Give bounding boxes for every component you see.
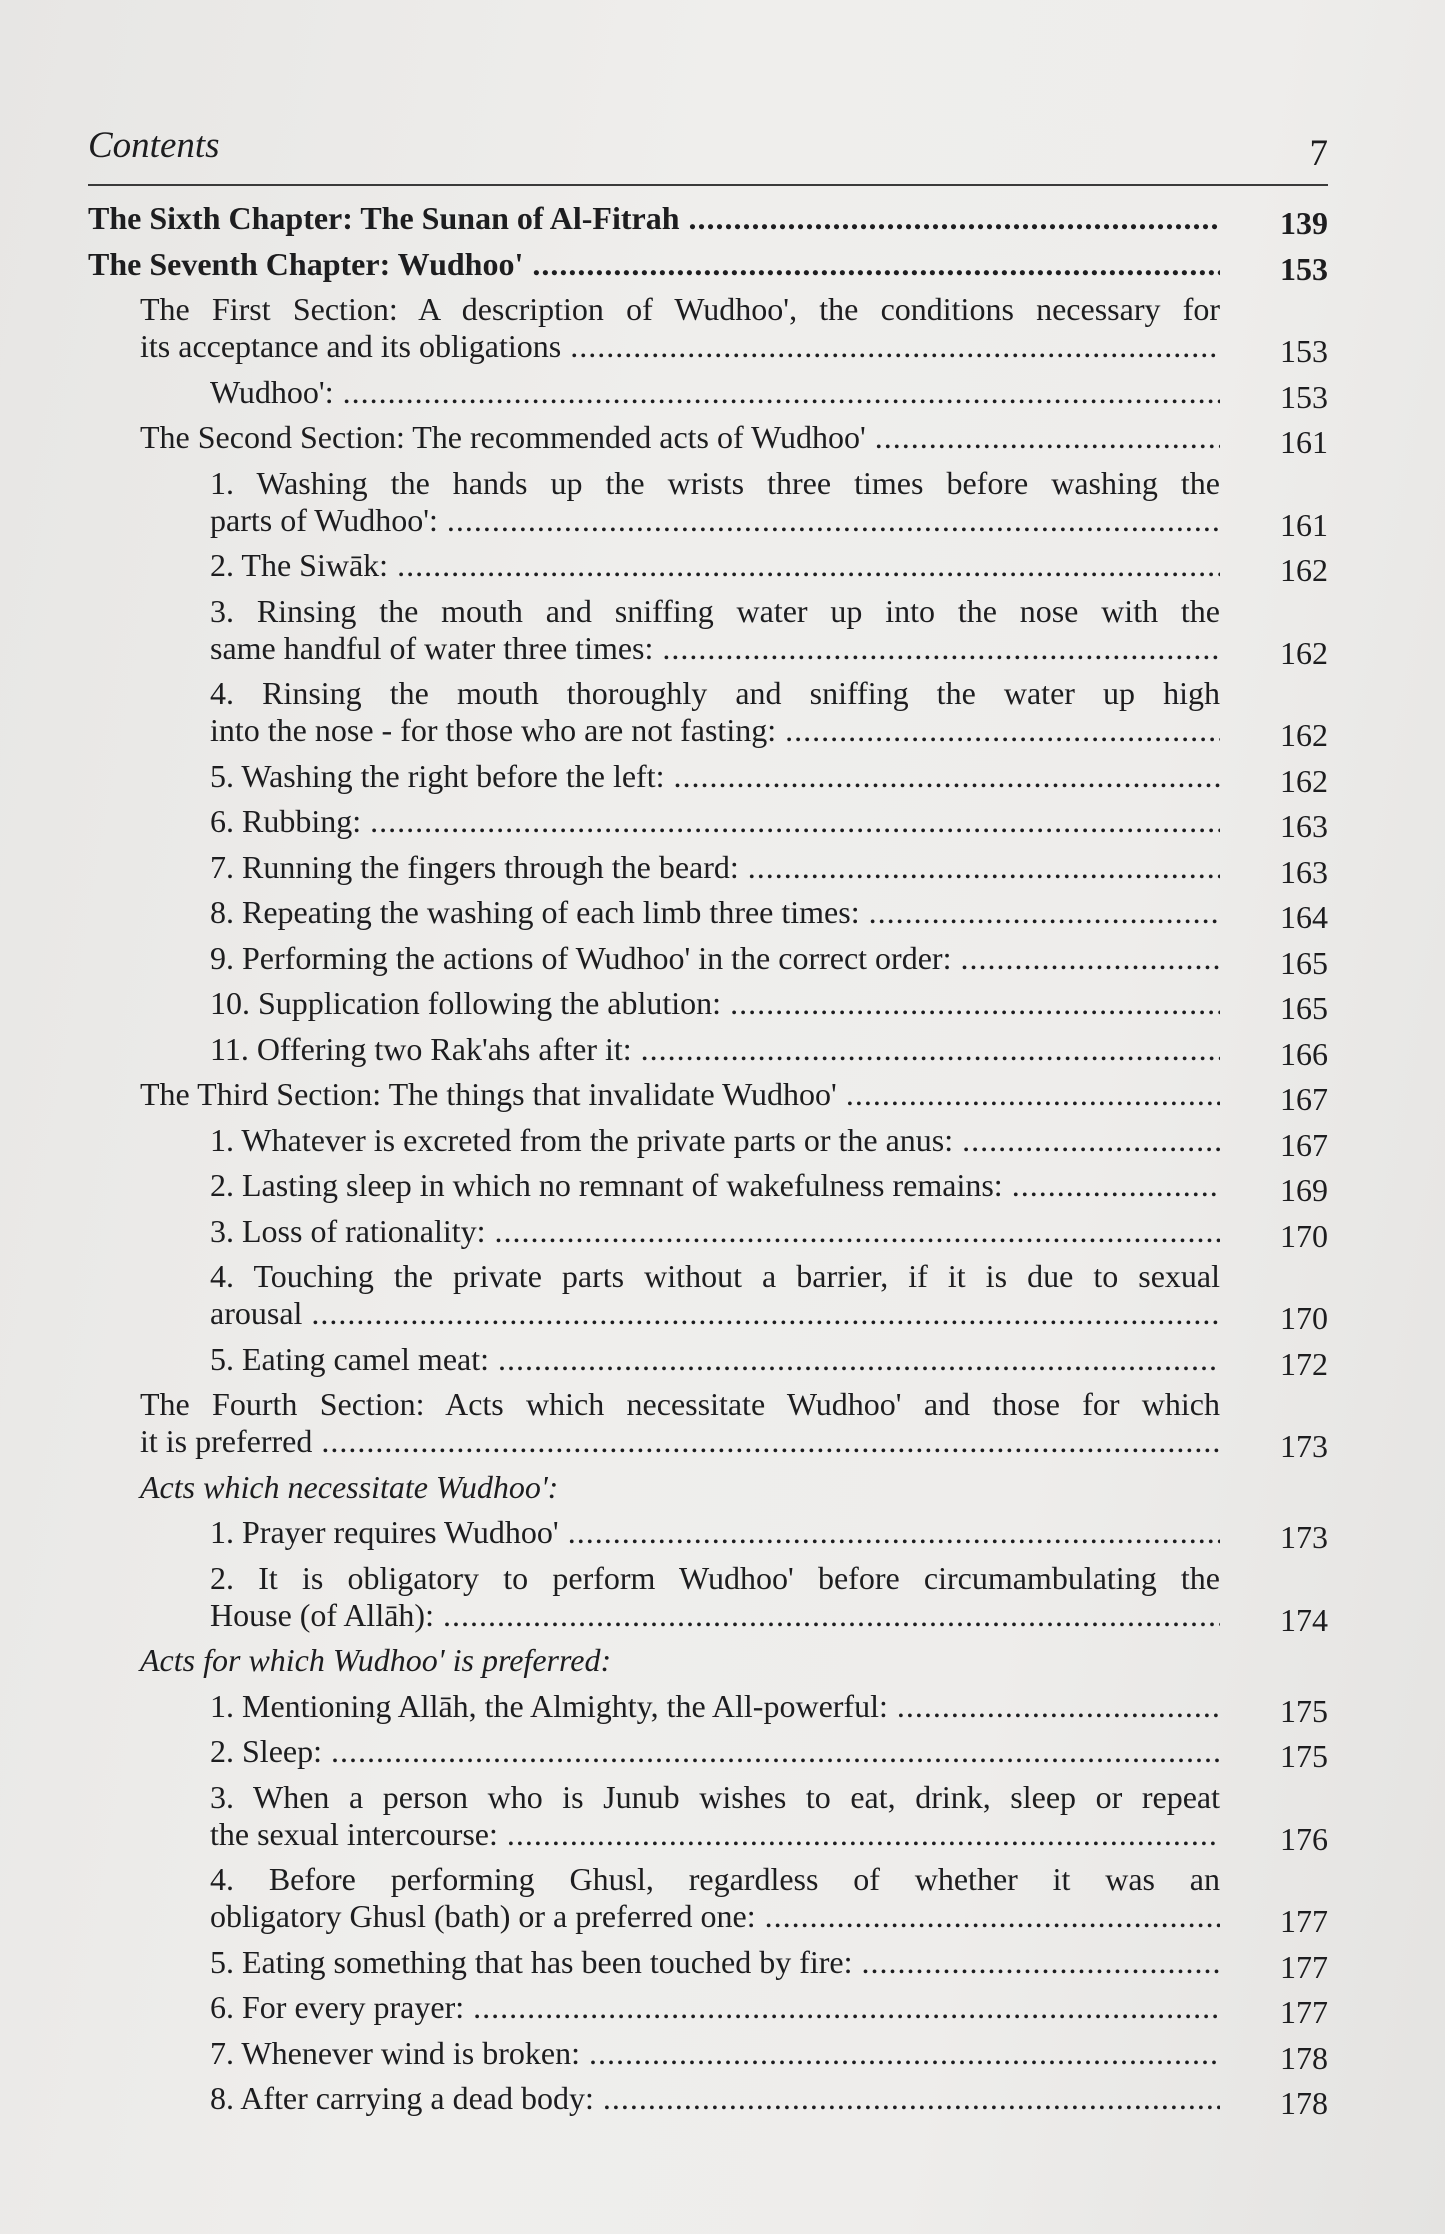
toc-page-number: 177 [1280, 1903, 1328, 1939]
toc-entry [210, 1121, 1328, 1163]
toc-entry-title: 6. For every prayer: ..... [210, 1989, 1220, 2026]
toc-entry [210, 848, 1328, 890]
toc-entry [210, 1687, 1328, 1729]
toc-entry-line: The Fourth Section: Acts which necessitate Wudhoo' and those for which [140, 1386, 1220, 1422]
toc-page-number: 177 [1280, 1948, 1328, 1985]
toc-entry [210, 939, 1328, 981]
toc-page-number: 139 [1280, 205, 1328, 241]
toc-entry-title: 7. Running the fingers through the beard: ..... [210, 849, 1220, 886]
toc-page-number: 166 [1280, 1035, 1328, 1072]
toc-entry [210, 1861, 1328, 1939]
toc-entry [210, 1559, 1328, 1638]
toc-entry [210, 1514, 1328, 1555]
toc-page-number: 165 [1280, 990, 1328, 1026]
toc-entry-title: The Seventh Chapter: Wudhoo' ..... [88, 246, 1220, 283]
toc-entry [210, 894, 1328, 935]
table-of-contents [88, 200, 1328, 2126]
toc-entry-title: 1. Prayer requires Wudhoo' ..... [210, 1514, 1220, 1551]
toc-entry [210, 592, 1328, 671]
toc-page-number: 167 [1280, 1081, 1328, 1117]
toc-entry-title: 10. Supplication following the ablution: ..... [210, 985, 1220, 1022]
toc-page-number: 173 [1280, 1428, 1328, 1464]
toc-entry-title: 5. Washing the right before the left: ..... [210, 758, 1220, 795]
toc-entry [210, 547, 1328, 588]
toc-page-number: 175 [1280, 1738, 1328, 1774]
toc-page-number: 167 [1280, 1126, 1328, 1163]
toc-page-number: 170 [1280, 1217, 1328, 1254]
toc-entry-line: House (of Allāh): ..... [210, 1597, 1220, 1634]
toc-entry-line: arousal ..... [210, 1295, 1220, 1332]
toc-entry-line: 4. Rinsing the mouth thoroughly and sniffing the water up high [210, 675, 1220, 711]
toc-page-number: 153 [1280, 250, 1328, 287]
toc-entry [210, 1212, 1328, 1254]
toc-entry [210, 675, 1328, 753]
toc-entry-line: The First Section: A description of Wudhoo', the conditions necessary for [140, 291, 1220, 327]
toc-entry-title: The Second Section: The recommended acts of Wudhoo' ..... [140, 419, 1220, 456]
toc-page-number: 169 [1280, 1172, 1328, 1208]
toc-page-number: 153 [1280, 333, 1328, 369]
toc-entry-title: The Sixth Chapter: The Sunan of Al-Fitrah ..... [88, 200, 1220, 237]
toc-entry [210, 2080, 1328, 2121]
toc-entry-title: 9. Performing the actions of Wudhoo' in the correct order: ..... [210, 940, 1220, 977]
toc-page-number: 174 [1280, 1601, 1328, 1638]
toc-entry [210, 373, 1328, 415]
header-rule [88, 184, 1328, 186]
toc-entry-line: the sexual intercourse: ..... [210, 1816, 1220, 1853]
toc-page-number: 161 [1280, 424, 1328, 460]
toc-entry-line: same handful of water three times: ..... [210, 630, 1220, 667]
page-number: 7 [1309, 133, 1328, 174]
toc-page-number: 178 [1280, 2039, 1328, 2076]
toc-entry [210, 985, 1328, 1026]
toc-entry [210, 1340, 1328, 1382]
toc-entry-title: 7. Whenever wind is broken: ..... [210, 2035, 1220, 2072]
toc-entry-line: into the nose - for those who are not fasting: ..... [210, 712, 1220, 749]
toc-page-number: 170 [1280, 1300, 1328, 1336]
toc-entry-line: obligatory Ghusl (bath) or a preferred one: ..... [210, 1898, 1220, 1935]
toc-page-number: 153 [1280, 378, 1328, 415]
toc-page-number: 162 [1280, 552, 1328, 588]
toc-entry [210, 1989, 1328, 2030]
toc-entry-title: 1. Whatever is excreted from the private parts or the anus: ..... [210, 1122, 1220, 1159]
toc-entry [210, 1030, 1328, 1072]
toc-entry-title: 2. The Siwāk: ..... [210, 547, 1220, 584]
toc-entry-title: The Third Section: The things that invalidate Wudhoo' ..... [140, 1076, 1220, 1113]
toc-entry-title: 5. Eating something that has been touched by fire: ..... [210, 1944, 1220, 1981]
toc-subheading [140, 1469, 1328, 1506]
toc-subheading-text: Acts which necessitate Wudhoo': [140, 1468, 559, 1505]
toc-entry-line: 2. It is obligatory to perform Wudhoo' before circumambulating the [210, 1559, 1220, 1596]
toc-subheading-text: Acts for which Wudhoo' is preferred: [140, 1642, 612, 1678]
toc-entry-line: 3. When a person who is Junub wishes to eat, drink, sleep or repeat [210, 1778, 1220, 1815]
toc-page-number: 162 [1280, 762, 1328, 799]
running-head: Contents [88, 125, 220, 166]
toc-entry-line: it is preferred ..... [140, 1423, 1220, 1460]
toc-entry-title: 6. Rubbing: ..... [210, 803, 1220, 840]
toc-entry-title: Wudhoo': ..... [210, 374, 1220, 411]
toc-entry-line: 1. Washing the hands up the wrists three times before washing the [210, 464, 1220, 501]
toc-entry [88, 245, 1328, 287]
toc-entry-title: 5. Eating camel meat: ..... [210, 1341, 1220, 1378]
toc-entry [210, 1778, 1328, 1857]
toc-entry [210, 464, 1328, 543]
toc-entry [140, 419, 1328, 460]
toc-page-number: 162 [1280, 717, 1328, 753]
toc-subheading [140, 1642, 1328, 1679]
toc-entry-title: 8. Repeating the washing of each limb three times: ..... [210, 894, 1220, 931]
toc-entry-title: 2. Lasting sleep in which no remnant of wakefulness remains: ..... [210, 1167, 1220, 1204]
toc-page-number: 163 [1280, 808, 1328, 844]
page-header [88, 118, 1328, 178]
toc-page-number: 177 [1280, 1994, 1328, 2030]
toc-entry-line: 4. Touching the private parts without a barrier, if it is due to sexual [210, 1258, 1220, 1294]
toc-entry [140, 1386, 1328, 1464]
toc-entry [140, 1076, 1328, 1117]
toc-entry-title: 1. Mentioning Allāh, the Almighty, the All-powerful: ..... [210, 1688, 1220, 1725]
toc-page-number: 163 [1280, 853, 1328, 890]
toc-entry-title: 8. After carrying a dead body: ..... [210, 2080, 1220, 2117]
toc-entry [88, 200, 1328, 241]
toc-entry-line: parts of Wudhoo': ..... [210, 502, 1220, 539]
toc-entry-line: 3. Rinsing the mouth and sniffing water up into the nose with the [210, 592, 1220, 629]
toc-entry [210, 2034, 1328, 2076]
toc-entry [210, 1943, 1328, 1985]
toc-page-number: 172 [1280, 1345, 1328, 1382]
toc-entry [140, 291, 1328, 369]
toc-entry [210, 803, 1328, 844]
toc-entry [210, 1733, 1328, 1774]
toc-page-number: 176 [1280, 1820, 1328, 1857]
toc-page-number: 165 [1280, 944, 1328, 981]
toc-page-number: 161 [1280, 506, 1328, 543]
toc-entry-line: 4. Before performing Ghusl, regardless of whether it was an [210, 1861, 1220, 1897]
toc-entry-title: 2. Sleep: ..... [210, 1733, 1220, 1770]
toc-page-number: 162 [1280, 634, 1328, 671]
toc-page-number: 178 [1280, 2085, 1328, 2121]
toc-page-number: 164 [1280, 899, 1328, 935]
toc-entry-title: 11. Offering two Rak'ahs after it: ..... [210, 1031, 1220, 1068]
toc-page-number: 175 [1280, 1692, 1328, 1729]
toc-page-number: 173 [1280, 1519, 1328, 1555]
toc-entry [210, 757, 1328, 799]
toc-entry-title: 3. Loss of rationality: ..... [210, 1213, 1220, 1250]
toc-entry-line: its acceptance and its obligations ..... [140, 328, 1220, 365]
toc-entry [210, 1167, 1328, 1208]
toc-entry [210, 1258, 1328, 1336]
